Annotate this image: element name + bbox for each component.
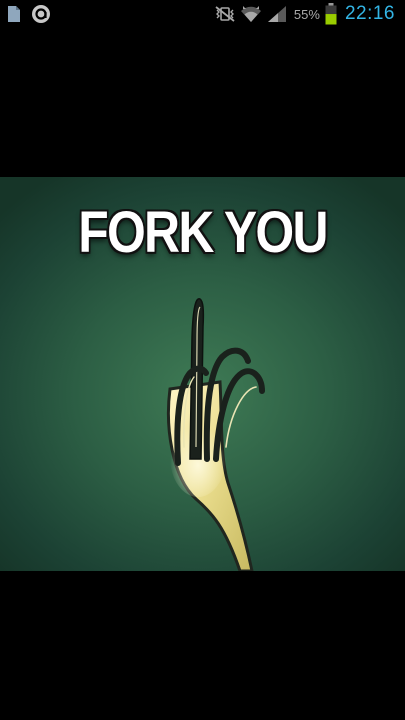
status-bar [0, 0, 405, 28]
meme-image[interactable] [0, 177, 405, 571]
battery-percent: 55% [293, 6, 320, 22]
mute-vibrate-icon [214, 5, 236, 23]
battery-icon [325, 3, 337, 25]
status-bar-system [214, 3, 395, 25]
status-bar-notifications [7, 4, 51, 24]
notification-app-icon [31, 4, 51, 24]
notification-file-icon [7, 5, 21, 23]
meme-caption: FORK YOU [78, 200, 327, 265]
status-clock: 22:16 [344, 3, 395, 24]
wifi-icon [240, 5, 262, 23]
signal-icon [266, 5, 288, 23]
